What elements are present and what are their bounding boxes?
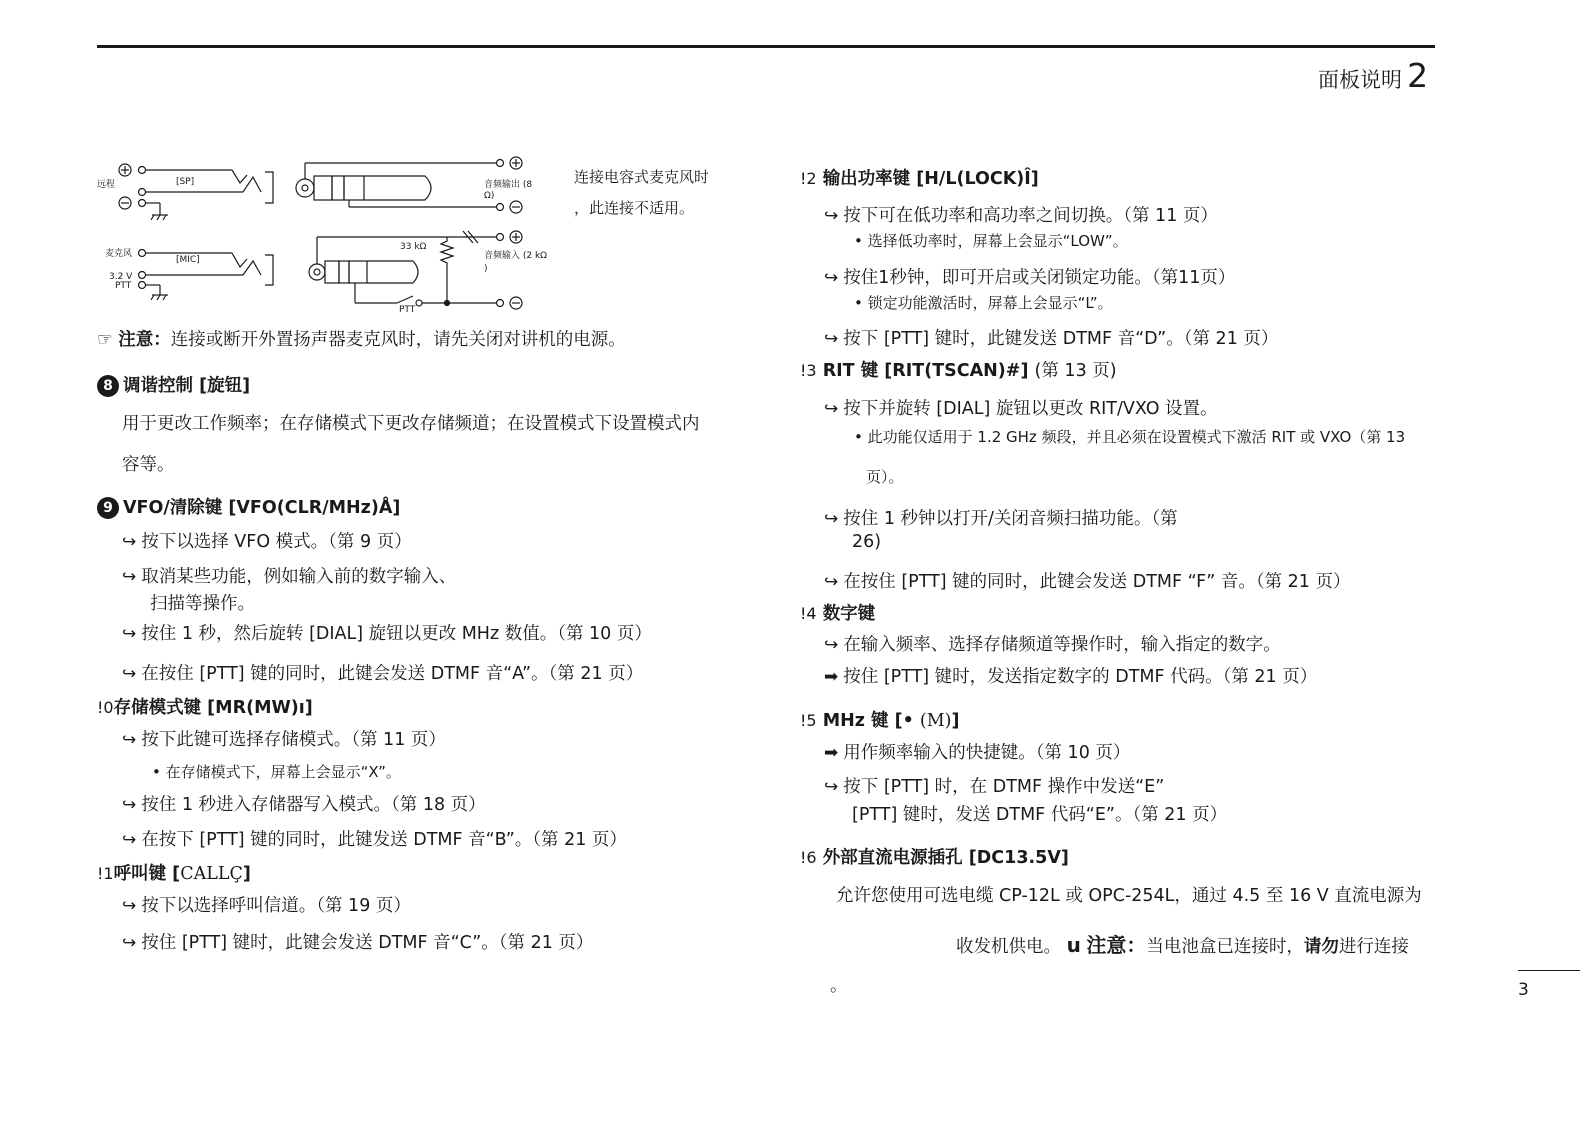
top-rule <box>97 45 1435 48</box>
section-13-bullet-2: ↪ 按住 1 秒钟以打开/关闭音频扫描功能。（第 <box>824 509 1178 529</box>
arrow-icon: ↪ <box>122 664 137 684</box>
page-number: 3 <box>1518 980 1529 1000</box>
arrow-icon: ↪ <box>824 635 839 655</box>
section-13-title: !3 RIT 键 [RIT(TSCAN)#] (第 13 页) <box>800 361 1117 381</box>
section-13-bullet-2-cont: 26) <box>852 532 882 552</box>
arrow-icon: ↪ <box>122 567 137 587</box>
section-12-bullet-1: ↪ 按下可在低功率和高功率之间切换。（第 11 页） <box>824 206 1218 226</box>
label-audio-in: 音频输入 (2 kΩ <box>484 251 548 261</box>
section-16-line-2: 收发机供电。 u 注意：当电池盒已连接时，请勿进行连接 <box>956 933 1409 957</box>
label-32v: 3.2 V <box>109 272 133 282</box>
section-10-bullet-3: ↪ 在按下 [PTT] 键的同时，此键发送 DTMF 音“B”。（第 21 页） <box>122 830 627 850</box>
section-9-bullet-4: ↪ 在按住 [PTT] 键的同时，此键会发送 DTMF 音“A”。（第 21 页） <box>122 664 644 684</box>
section-15-bullet-1: ➡ 用作频率输入的快捷键。（第 10 页） <box>824 743 1131 763</box>
arrow-icon: ↪ <box>122 624 137 644</box>
section-12-sub-1: • 选择低功率时，屏幕上会显示“LOW”。 <box>854 232 1128 250</box>
section-13-sub-1-cont: 页）。 <box>866 468 904 486</box>
section-14-bullet-1: ↪ 在输入频率、选择存储频道等操作时，输入指定的数字。 <box>824 635 1281 655</box>
arrow-icon: ↪ <box>122 933 137 953</box>
note-icon: u <box>1066 933 1081 957</box>
section-15-title: !5 MHz 键 [• (M)] <box>800 711 960 731</box>
section-11-bullet-1: ↪ 按下以选择呼叫信道。（第 19 页） <box>122 896 411 916</box>
label-ptt-switch: PTT <box>399 305 416 315</box>
section-16-title: !6 外部直流电源插孔 [DC13.5V] <box>800 848 1069 868</box>
bullet-dot: • <box>854 428 863 446</box>
section-16-line-1: 允许您使用可选电缆 CP-12L 或 OPC-254L，通过 4.5 至 16 V 直流电源为 <box>836 886 1422 906</box>
section-11-title: !1呼叫键 [CALLÇ] <box>97 864 251 884</box>
pointing-hand-icon: ☞ <box>97 330 113 350</box>
arrow-icon: ↪ <box>122 730 137 750</box>
section-12-bullet-2: ↪ 按住1秒钟，即可开启或关闭锁定功能。（第11页） <box>824 268 1236 288</box>
section-10-bullet-2: ↪ 按住 1 秒进入存储器写入模式。（第 18 页） <box>122 795 486 815</box>
section-12-title: !2 输出功率键 [H/L(LOCK)Î] <box>800 169 1039 189</box>
bullet-dot: • <box>854 232 863 250</box>
label-ptt: PTT <box>115 281 132 291</box>
caution-text: 连接或断开外置扬声器麦克风时，请先关闭对讲机的电源。 <box>170 330 626 350</box>
section-9-bullet-3: ↪ 按住 1 秒，然后旋转 [DIAL] 旋钮以更改 MHz 数值。（第 10 页） <box>122 624 652 644</box>
section-8-number: 8 <box>97 375 119 397</box>
label-paren: ) <box>484 264 488 274</box>
connection-diagram <box>95 155 565 315</box>
diagram-note-2: ，此连接不适用。 <box>574 199 695 217</box>
section-10-sub-1: • 在存储模式下，屏幕上会显示“X”。 <box>152 763 401 781</box>
section-10-title: !0存储模式键 [MR(MW)ı] <box>97 698 313 718</box>
bullet-dot: • <box>854 294 863 312</box>
section-15-bullet-2: ↪ 按下 [PTT] 时，在 DTMF 操作中发送“E” <box>824 777 1165 797</box>
bullet-dot: • <box>152 763 161 781</box>
label-sp: [SP] <box>176 177 195 187</box>
section-13-bullet-3: ↪ 在按住 [PTT] 键的同时，此键会发送 DTMF “F” 音。（第 21 页） <box>824 572 1351 592</box>
section-9-bullet-1: ↪ 按下以选择 VFO 模式。（第 9 页） <box>122 532 412 552</box>
label-remote: 远程 <box>97 180 116 190</box>
diagram-note-1: 连接电容式麦克风时 <box>574 168 710 186</box>
section-9-bullet-2: ↪ 取消某些功能，例如输入前的数字输入、 <box>122 567 457 587</box>
arrow-icon: ↪ <box>122 795 137 815</box>
caution-label: 注意： <box>118 330 171 350</box>
arrow-icon: ↪ <box>824 329 839 349</box>
section-14-bullet-2: ➡ 按住 [PTT] 键时，发送指定数字的 DTMF 代码。（第 21 页） <box>824 667 1318 687</box>
arrow-icon: ↪ <box>824 206 839 226</box>
section-9-number: 9 <box>97 497 119 519</box>
section-10-bullet-1: ↪ 按下此键可选择存储模式。（第 11 页） <box>122 730 446 750</box>
arrow-icon: ↪ <box>824 777 839 797</box>
section-11-bullet-2: ↪ 按住 [PTT] 键时，此键会发送 DTMF 音“C”。（第 21 页） <box>122 933 594 953</box>
page-number-rule <box>1518 970 1580 971</box>
section-13-bullet-1: ↪ 按下并旋转 [DIAL] 旋钮以更改 RIT/VXO 设置。 <box>824 399 1218 419</box>
label-mic-cn: 麦克风 <box>105 249 133 259</box>
bold-arrow-icon: ➡ <box>824 743 839 763</box>
arrow-icon: ↪ <box>122 532 137 552</box>
section-9-bullet-2-cont: 扫描等操作。 <box>150 594 255 614</box>
section-14-title: !4 数字键 <box>800 604 876 624</box>
section-15-bullet-2-cont: [PTT] 键时，发送 DTMF 代码“E”。（第 21 页） <box>852 805 1228 825</box>
arrow-icon: ↪ <box>824 399 839 419</box>
note-label: 注意： <box>1086 933 1147 957</box>
section-8-line-1: 用于更改工作频率；在存储模式下更改存储频道；在设置模式下设置模式内 <box>122 414 700 434</box>
section-13-sub-1: • 此功能仅适用于 1.2 GHz 频段，并且必须在设置模式下激活 RIT 或 VXO（第 13 <box>854 428 1406 446</box>
section-8-line-2: 容等。 <box>122 455 175 475</box>
arrow-icon: ↪ <box>122 830 137 850</box>
bold-arrow-icon: ➡ <box>824 667 839 687</box>
section-8-title: 8 调谐控制 [旋钮] <box>97 372 250 397</box>
arrow-icon: ↪ <box>824 572 839 592</box>
arrow-icon: ↪ <box>824 268 839 288</box>
section-12-sub-2: • 锁定功能激活时，屏幕上会显示“L”。 <box>854 294 1113 312</box>
arrow-icon: ↪ <box>824 509 839 529</box>
section-9-title: 9 VFO/清除键 [VFO(CLR/MHz)Å] <box>97 494 400 519</box>
header-chapter: 2 <box>1407 56 1429 95</box>
section-12-bullet-3: ↪ 按下 [PTT] 键时，此键发送 DTMF 音“D”。（第 21 页） <box>824 329 1279 349</box>
label-33k: 33 kΩ <box>400 242 427 252</box>
arrow-icon: ↪ <box>122 896 137 916</box>
section-16-line-3: 。 <box>830 976 848 996</box>
resistor-icon <box>441 237 453 303</box>
label-ohm: Ω) <box>484 191 495 201</box>
page-header <box>1318 56 1428 95</box>
caution <box>97 326 626 351</box>
ptt-switch-icon <box>397 296 413 303</box>
label-audio-out: 音频输出 (8 <box>484 180 533 190</box>
label-mic: [MIC] <box>176 255 200 265</box>
header-title: 面板说明 <box>1318 68 1402 92</box>
